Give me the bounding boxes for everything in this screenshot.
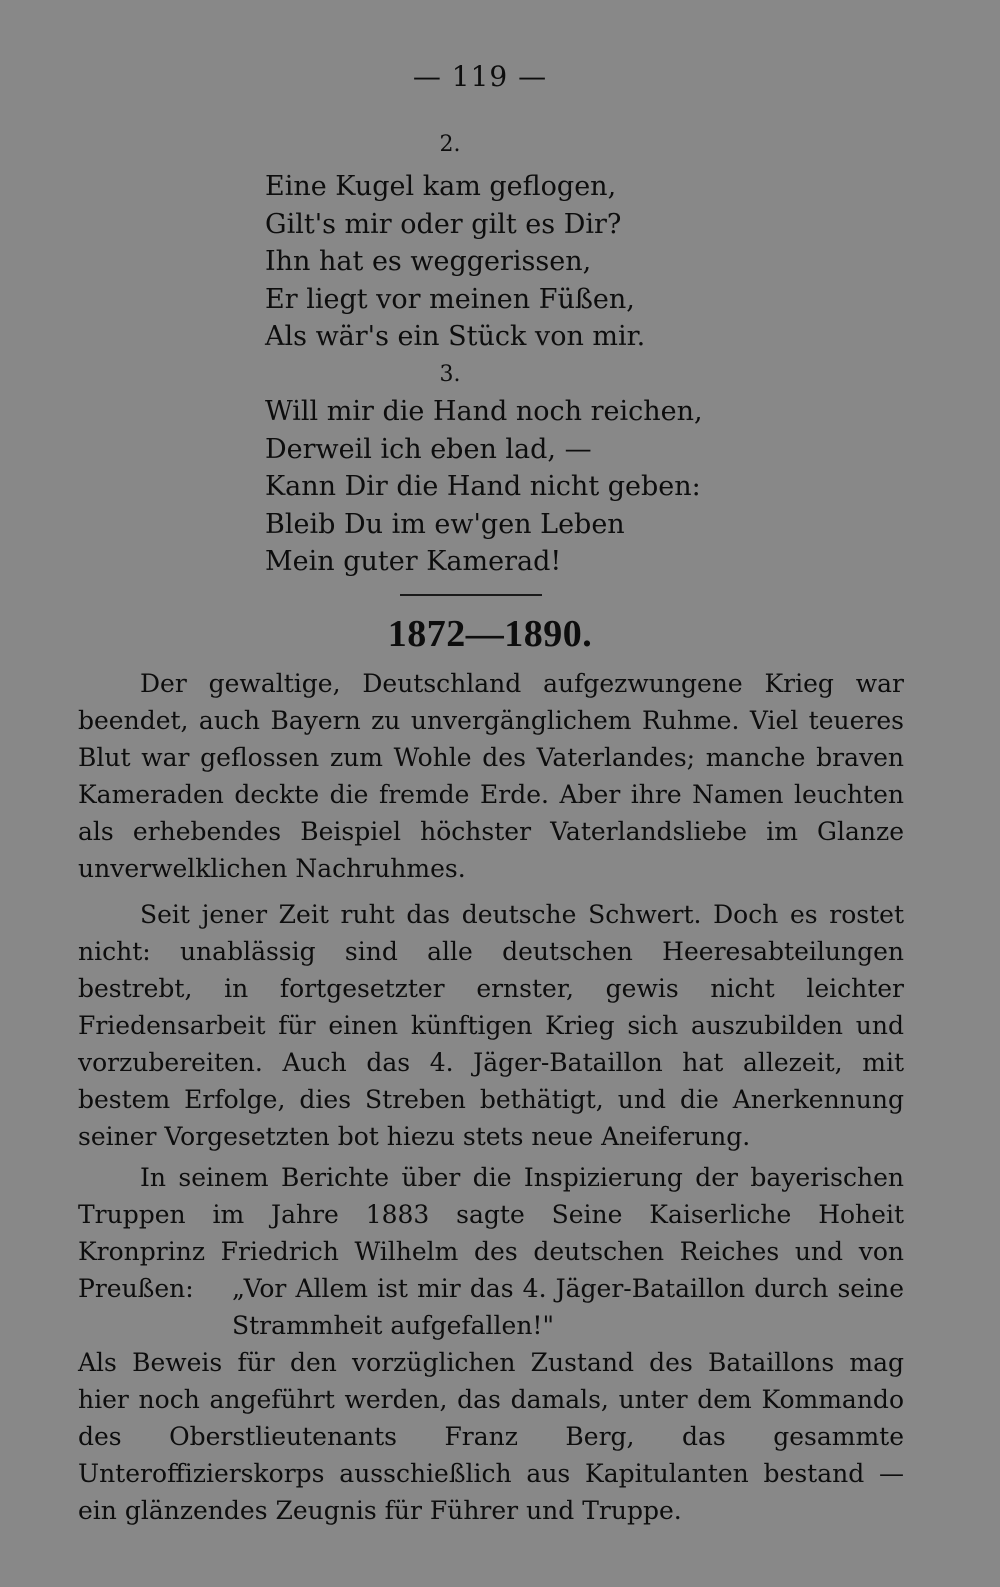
stanza-number: 2.	[439, 132, 461, 157]
section-title: 1872—1890.	[387, 613, 593, 655]
paragraph: Als Beweis für den vorzüglichen Zustand des Bataillons mag hier noch angeführt werden, das damals, unter dem Kommando des Oberstlieutenants Franz Berg, das gesammte Unteroffizierskorps ausschießlich aus Kapitulanten bestand — ein glänzendes Zeugnis für Führer und Truppe.	[78, 1348, 904, 1525]
verse-line: Bleib Du im ew'gen Leben	[265, 508, 625, 540]
paragraph: Der gewaltige, Deutschland aufgezwungene Krieg war beendet, auch Bayern zu unvergänglichem Ruhme. Viel teueres Blut war geflossen zum Wohle des Vaterlandes; manche braven Kameraden deckte die fremde Erde. Aber ihre Namen leuchten als erhebendes Beispiel höchster Vaterlandsliebe im Glanze unverwelklichen Nachruhmes.	[78, 669, 904, 883]
verse-line: Als wär's ein Stück von mir.	[265, 321, 646, 352]
verse-line: Er liegt vor meinen Füßen,	[265, 283, 635, 315]
verse-line: Kann Dir die Hand nicht geben:	[265, 471, 701, 502]
stanza-2	[265, 168, 705, 356]
section-divider	[400, 594, 542, 596]
stanza-number: 3.	[439, 362, 461, 387]
verse-line: Ihn hat es weggerissen,	[265, 246, 592, 277]
verse-line: Gilt's mir oder gilt es Dir?	[265, 208, 622, 240]
quotation: „Vor Allem ist mir das 4. Jäger-Bataillon durch seine Strammheit aufgefallen!"	[232, 1274, 904, 1340]
stanza-3	[265, 393, 705, 581]
verse-line: Will mir die Hand noch reichen,	[265, 396, 703, 427]
verse-line: Derweil ich eben lad, —	[265, 433, 592, 465]
verse-line: Mein guter Kamerad!	[265, 546, 562, 577]
verse-line: Eine Kugel kam geflogen,	[265, 171, 617, 202]
paragraph: In seinem Berichte über die Inspizierung der bayerischen Truppen im Jahre 1883 sagte Seine Kaiserliche Hoheit Kronprinz Friedrich Wilhelm des deutschen Reiches und von Preußen:	[78, 1163, 904, 1303]
paragraph: Seit jener Zeit ruht das deutsche Schwert. Doch es rostet nicht: unablässig sind alle deutschen Heeresabteilungen bestrebt, in fortgesetzter ernster, gewis nicht leichter Friedensarbeit für einen künftigen Krieg sich auszubilden und vorzubereiten. Auch das 4. Jäger-Bataillon hat allezeit, mit bestem Erfolge, dies Streben bethätigt, und die Anerkennung seiner Vorgesetzten bot hiezu stets neue Aneiferung.	[78, 900, 904, 1151]
page-number: — 119 —	[412, 60, 548, 93]
